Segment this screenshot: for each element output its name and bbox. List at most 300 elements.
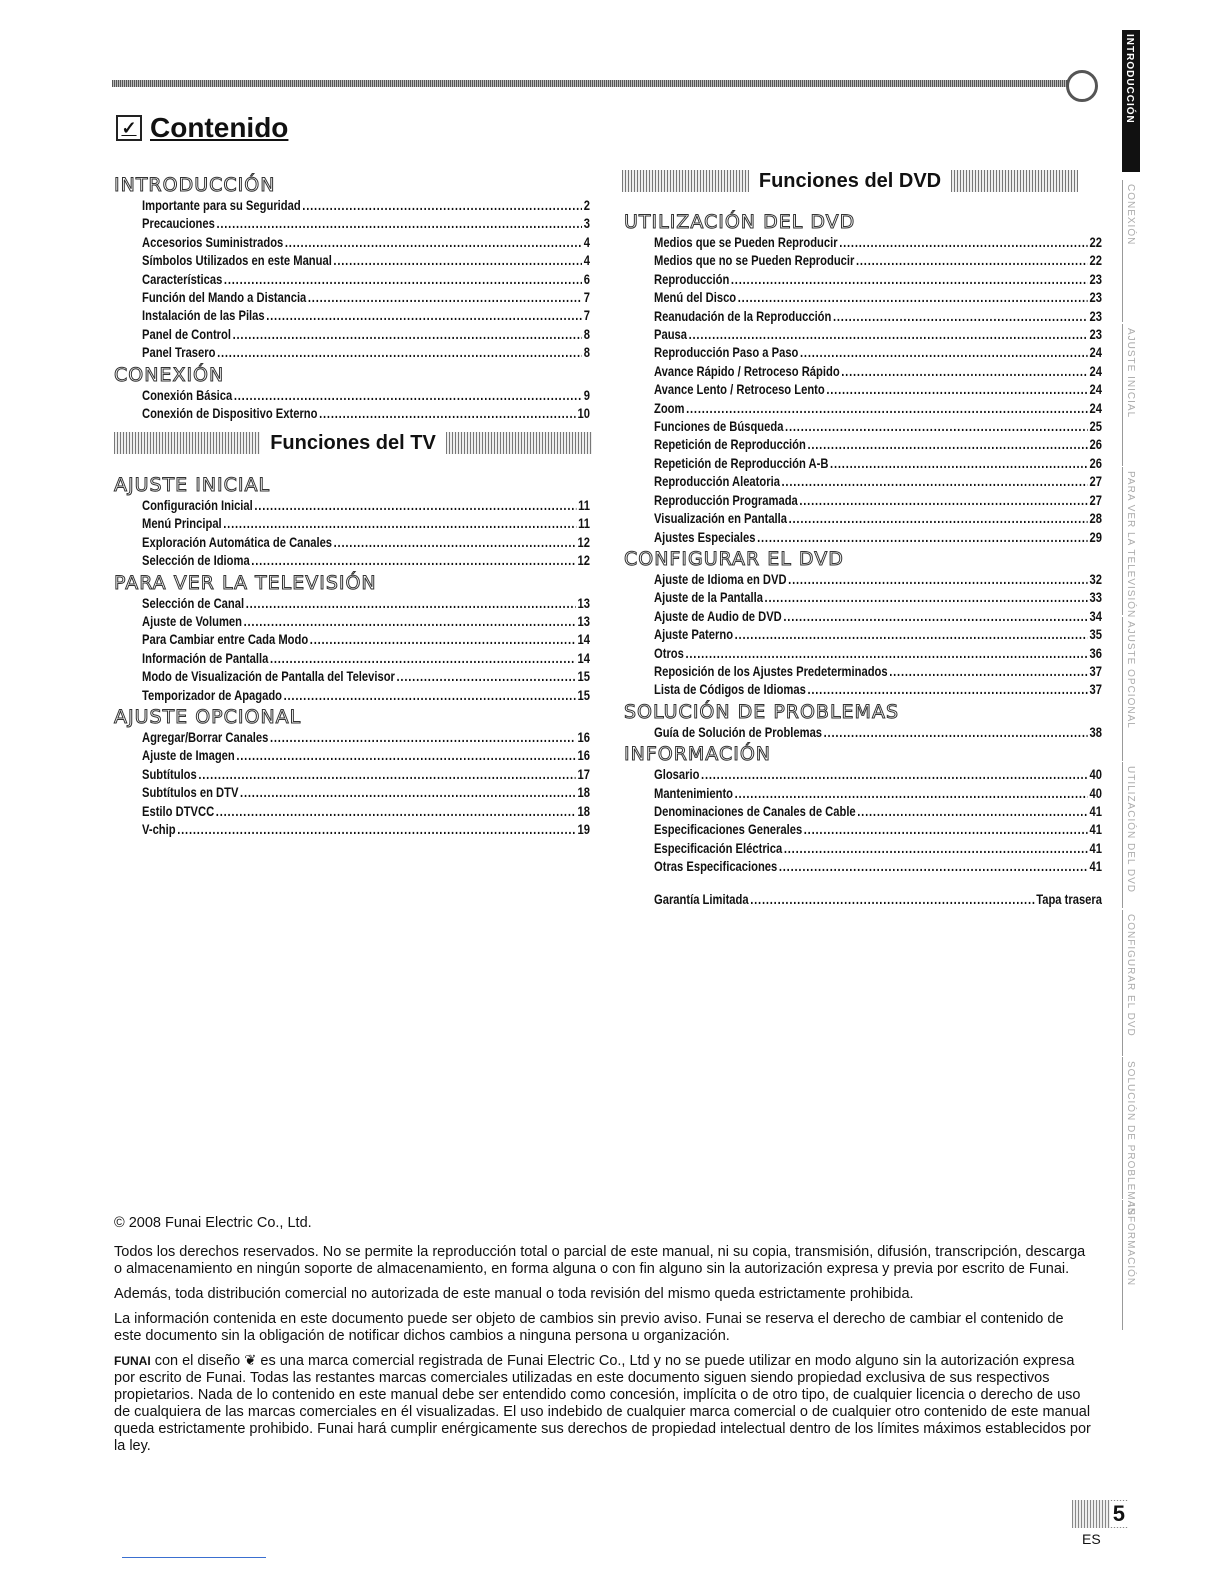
toc-leader <box>284 686 576 704</box>
toc-entry-page: 24 <box>1089 399 1102 416</box>
toc-entry-page: 41 <box>1089 839 1102 856</box>
section-tab[interactable] <box>1122 467 1141 619</box>
section-tab[interactable] <box>1122 1200 1141 1330</box>
toc-entry-label: Temporizador de Apagado <box>142 686 283 703</box>
toc-leader <box>334 533 576 551</box>
toc-entry[interactable] <box>142 233 590 251</box>
toc-entry-page: 41 <box>1089 821 1102 838</box>
toc-entry-page: 11 <box>578 515 590 532</box>
section-tab-label: CONEXIÓN <box>1125 184 1136 246</box>
toc-entry-page: 4 <box>583 252 590 269</box>
toc-leader <box>285 233 582 251</box>
toc-entry[interactable] <box>654 233 1102 251</box>
toc-entry-page: 12 <box>577 552 590 569</box>
toc-entry-label: Avance Lento / Retroceso Lento <box>654 381 825 398</box>
toc-entry[interactable] <box>654 784 1102 802</box>
toc-entry-label: Ajustes Especiales <box>654 528 756 545</box>
toc-list <box>624 570 1102 699</box>
banner-title: Funciones del DVD <box>749 170 951 193</box>
toc-entry[interactable] <box>654 343 1102 361</box>
toc-entry[interactable] <box>142 288 590 306</box>
toc-entry-label: Reproducción Programada <box>654 491 798 508</box>
toc-entry[interactable] <box>654 417 1102 435</box>
banner-stripe <box>114 432 260 454</box>
toc-entry-label: Medios que se Pueden Reproducir <box>654 234 838 250</box>
toc-leader <box>735 784 1088 802</box>
toc-entry[interactable] <box>654 662 1102 680</box>
toc-leader <box>302 196 582 214</box>
toc-entry[interactable] <box>654 251 1102 269</box>
toc-entry-page: 36 <box>1089 644 1102 661</box>
toc-leader <box>246 594 576 612</box>
toc-entry-page: 2 <box>583 197 590 213</box>
toc-list <box>114 496 590 570</box>
toc-entry[interactable] <box>142 667 590 685</box>
toc-leader <box>750 890 1034 908</box>
toc-entry-page: 27 <box>1089 491 1102 508</box>
section-tab[interactable] <box>1122 180 1141 322</box>
toc-entry-page: 41 <box>1089 858 1102 875</box>
toc-leader <box>224 270 582 288</box>
toc-leader <box>779 857 1088 875</box>
banner-stripe <box>951 170 1078 192</box>
toc-entry-page: 13 <box>577 594 590 611</box>
toc-entry-label: Menú Principal <box>142 515 222 532</box>
section-heading: INFORMACIÓN <box>624 743 771 766</box>
toc-entry-label: Panel de Control <box>142 325 231 342</box>
toc-leader <box>800 343 1088 361</box>
toc-entry[interactable] <box>654 472 1102 490</box>
toc-leader <box>244 612 576 630</box>
toc-entry[interactable] <box>142 306 590 324</box>
toc-entry-label: Importante para su Seguridad <box>142 197 301 213</box>
section-tab[interactable] <box>1122 762 1141 908</box>
section-tab-label: AJUSTE OPCIONAL <box>1125 621 1136 729</box>
section-heading: INTRODUCCIÓN <box>114 174 276 196</box>
legal-paragraph-1: Todos los derechos reservados. No se permite la reproducción total o parcial de este manual, ni su copia, transmisión, difusión, transcripción, descarga o almacenamiento en ningún soporte de almacenamiento, en forma alguna o con fin alguno sin la autorización expresa y previa por escrito de Funai. <box>114 1244 1086 1277</box>
toc-entry-label: Especificación Eléctrica <box>654 839 783 856</box>
toc-entry[interactable] <box>142 649 590 667</box>
toc-leader <box>233 325 583 343</box>
toc-entry-page: 10 <box>577 405 590 422</box>
toc-entry-page: 11 <box>578 497 590 513</box>
section-heading: AJUSTE OPCIONAL <box>114 706 302 729</box>
toc-entry[interactable] <box>142 686 590 704</box>
page-title-text: Contenido <box>150 112 289 143</box>
toc-entry[interactable] <box>654 839 1102 857</box>
toc-entry-page: 37 <box>1089 662 1102 679</box>
legal-paragraph-2: Además, toda distribución comercial no autorizada de este manual o toda revisión del mismo queda estrictamente prohibida. <box>114 1286 914 1302</box>
toc-entry[interactable] <box>654 680 1102 698</box>
toc-entry-page: 18 <box>577 802 590 819</box>
toc-entry[interactable] <box>142 551 590 569</box>
toc-entry-label: Guía de Solución de Problemas <box>654 723 823 740</box>
toc-list <box>114 386 590 423</box>
toc-entry-page: 23 <box>1089 307 1102 324</box>
page-number-badge <box>1072 1500 1128 1528</box>
toc-entry-label: Selección de Canal <box>142 594 245 611</box>
toc-leader <box>788 570 1088 588</box>
toc-leader <box>216 802 576 820</box>
toc-list <box>114 196 590 362</box>
toc-entry-label: Selección de Idioma <box>142 552 250 569</box>
toc-entry-page: 26 <box>1089 454 1102 471</box>
toc-entry[interactable] <box>654 435 1102 453</box>
toc-entry-label: Función del Mando a Distancia <box>142 289 307 306</box>
toc-entry-label: Información de Pantalla <box>142 649 269 666</box>
toc-leader <box>685 644 1087 662</box>
language-code: ES <box>1082 1531 1101 1547</box>
section-tab-label: CONFIGURAR EL DVD <box>1125 914 1136 1037</box>
toc-leader <box>198 765 576 783</box>
toc-entry-label: Ajuste de la Pantalla <box>654 589 763 606</box>
toc-entry[interactable] <box>654 588 1102 606</box>
toc-entry[interactable] <box>654 802 1102 820</box>
toc-leader <box>783 607 1088 625</box>
toc-entry-page: 16 <box>577 729 590 746</box>
toc-leader <box>807 435 1087 453</box>
toc-entry-page: 7 <box>583 307 590 324</box>
toc-leader <box>841 362 1088 380</box>
toc-entry-page: 9 <box>583 386 590 403</box>
toc-entry-label: Precauciones <box>142 215 215 232</box>
copyright: © 2008 Funai Electric Co., Ltd. <box>114 1215 312 1231</box>
toc-entry[interactable] <box>142 270 590 288</box>
toc-leader <box>217 343 582 361</box>
toc-entry-label: Reposición de los Ajustes Predeterminados <box>654 662 888 679</box>
toc-entry-page: 14 <box>577 649 590 666</box>
toc-entry[interactable] <box>142 343 590 361</box>
toc-entry-label: Ajuste de Volumen <box>142 613 242 630</box>
toc-leader <box>177 820 576 838</box>
toc-entry-page: 23 <box>1089 326 1102 343</box>
toc-entry[interactable] <box>654 570 1102 588</box>
toc-entry-page: 32 <box>1089 570 1102 587</box>
toc-entry-label: Funciones de Búsqueda <box>654 418 784 435</box>
section-heading: CONFIGURAR EL DVD <box>624 547 844 570</box>
toc-entry[interactable] <box>142 214 590 232</box>
toc-entry-label: Subtítulos <box>142 765 197 782</box>
toc-entry-page: 6 <box>583 270 590 287</box>
tv-functions-banner <box>114 430 592 456</box>
toc-entry-label: Otros <box>654 644 684 661</box>
toc-entry-label: Ajuste de Idioma en DVD <box>654 570 787 587</box>
toc-leader <box>826 380 1088 398</box>
toc-leader <box>889 662 1088 680</box>
toc-entry-page: 16 <box>577 747 590 764</box>
toc-entry[interactable] <box>142 630 590 648</box>
toc-entry[interactable] <box>142 514 590 532</box>
toc-leader <box>785 417 1088 435</box>
toc-entry-label: Panel Trasero <box>142 344 216 361</box>
toc-entry[interactable] <box>142 386 590 404</box>
toc-leader <box>251 551 576 569</box>
section-tab-label: INFORMACIÓN <box>1125 1204 1136 1287</box>
toc-entry-label: Exploración Automática de Canales <box>142 533 333 550</box>
toc-entry-page: 35 <box>1089 626 1102 643</box>
section-tab-label: AJUSTE INICIAL <box>1125 328 1136 419</box>
toc-entry-label: Estilo DTVCC <box>142 802 215 819</box>
toc-leader <box>319 404 576 422</box>
toc-entry-page: 26 <box>1089 436 1102 453</box>
toc-leader <box>735 625 1088 643</box>
toc-entry-label: Reproducción Aleatoria <box>654 473 780 490</box>
toc-leader <box>799 491 1088 509</box>
toc-entry-page: 14 <box>577 631 590 648</box>
toc-leader <box>397 667 576 685</box>
toc-entry-label: Para Cambiar entre Cada Modo <box>142 631 309 648</box>
toc-entry[interactable] <box>654 820 1102 838</box>
section-tab-label: PARA VER LA TELEVISIÓN <box>1125 471 1136 619</box>
toc-entry[interactable] <box>654 270 1102 288</box>
toc-entry-label: Ajuste de Imagen <box>142 747 235 764</box>
toc-leader <box>738 288 1088 306</box>
toc-entry-page: 3 <box>583 215 590 232</box>
toc-entry-page: Tapa trasera <box>1036 890 1102 907</box>
toc-entry-page: 15 <box>577 686 590 703</box>
toc-leader <box>804 820 1088 838</box>
toc-leader <box>789 509 1088 527</box>
toc-leader <box>782 472 1088 490</box>
toc-entry-page: 27 <box>1089 473 1102 490</box>
toc-leader <box>254 496 576 514</box>
legal-text: con el diseño <box>154 1353 241 1369</box>
toc-entry[interactable] <box>142 783 590 801</box>
toc-entry[interactable] <box>654 288 1102 306</box>
toc-entry[interactable] <box>142 325 590 343</box>
toc-leader <box>689 325 1088 343</box>
toc-leader <box>731 270 1088 288</box>
section-heading: CONEXIÓN <box>114 363 225 386</box>
section-tab[interactable] <box>1122 1057 1141 1216</box>
toc-entry[interactable] <box>654 528 1102 546</box>
page-title <box>116 112 288 144</box>
toc-leader <box>223 514 576 532</box>
toc-entry-page: 24 <box>1089 344 1102 361</box>
toc-entry-label: Lista de Códigos de Idiomas <box>654 681 806 698</box>
checkbox-icon: ✓ <box>116 115 142 141</box>
banner-stripe <box>446 432 592 454</box>
toc-leader <box>216 214 582 232</box>
toc-entry-label: Reproducción <box>654 270 730 287</box>
toc-entry-page: 17 <box>577 765 590 782</box>
legal-paragraph-3: La información contenida en este documento puede ser objeto de cambios sin previo aviso. Funai se reserva el derecho de cambiar el contenido de este documento sin la obligación de notificar dichos cambios a ninguna persona u organización. <box>114 1311 1064 1344</box>
toc-entry-page: 40 <box>1089 784 1102 801</box>
legal-text: es una marca comercial registrada de Funai Electric Co., Ltd y no se puede utilizar en modo alguno sin la autorización expresa por escrito de Funai. Todas las restantes marcas comerciales utilizadas en este documento siguen siendo propiedad exclusiva de sus respectivos propietarios. Nada de lo contenido en este manual debe ser entendido como concesión, implícita o de otro tipo, de cualquier licencia o derecho de uso de cualquiera de las marcas comerciales en él visualizadas. El uso indebido de cualquier marca comercial o de cualquier otro contenido de este manual queda estrictamente prohibido. Funai hará cumplir enérgicamente sus derechos de propiedad intelectual dentro de los límites máximos establecidos por la ley. <box>114 1353 1091 1454</box>
toc-entry-label: Avance Rápido / Retroceso Rápido <box>654 362 840 379</box>
toc-entry-label: Medios que no se Pueden Reproducir <box>654 252 855 269</box>
toc-entry-label: Instalación de las Pilas <box>142 307 265 324</box>
toc-entry[interactable] <box>142 728 590 746</box>
toc-entry-label: Denominaciones de Canales de Cable <box>654 802 856 819</box>
toc-entry-label: Subtítulos en DTV <box>142 784 239 801</box>
section-tab-label: UTILIZACIÓN DEL DVD <box>1125 766 1136 893</box>
header-rule <box>112 80 1072 87</box>
toc-entry-page: 29 <box>1089 528 1102 545</box>
toc-entry-label: Accesorios Suministrados <box>142 233 284 250</box>
toc-entry-label: Visualización en Pantalla <box>654 510 787 527</box>
toc-entry-label: Ajuste de Audio de DVD <box>654 607 782 624</box>
toc-leader <box>833 307 1088 325</box>
toc-entry-label: Zoom <box>654 399 685 416</box>
toc-entry[interactable] <box>654 307 1102 325</box>
toc-entry-page: 8 <box>583 325 590 342</box>
toc-entry-page: 19 <box>577 821 590 838</box>
toc-entry-label: Repetición de Reproducción A-B <box>654 454 829 471</box>
toc-list <box>114 594 590 704</box>
toc-entry[interactable] <box>142 404 590 422</box>
toc-entry-label: Modo de Visualización de Pantalla del Televisor <box>142 668 395 685</box>
toc-leader <box>830 454 1088 472</box>
toc-entry[interactable] <box>654 399 1102 417</box>
toc-list <box>624 723 1102 741</box>
toc-leader <box>234 386 582 404</box>
toc-entry-page: 25 <box>1089 418 1102 435</box>
toc-entry-page: 24 <box>1089 381 1102 398</box>
toc-entry[interactable] <box>654 625 1102 643</box>
toc-entry-page: 28 <box>1089 510 1102 527</box>
dvd-functions-banner <box>622 168 1078 194</box>
section-heading: SOLUCIÓN DE PROBLEMAS <box>624 700 900 723</box>
toc-entry-label: Garantía Limitada <box>654 890 749 907</box>
funai-brand: FUNAI <box>114 1354 151 1368</box>
toc-entry-page: 23 <box>1089 270 1102 287</box>
toc-entry[interactable] <box>654 607 1102 625</box>
toc-entry-page: 37 <box>1089 681 1102 698</box>
section-tab[interactable] <box>1122 910 1141 1056</box>
toc-left-column <box>114 172 590 422</box>
toc-leader <box>765 588 1088 606</box>
toc-entry-warranty[interactable] <box>654 890 1102 908</box>
toc-entry[interactable] <box>142 746 590 764</box>
toc-entry-label: Glosario <box>654 766 700 783</box>
toc-entry-label: Configuración Inicial <box>142 497 253 513</box>
toc-entry-label: Características <box>142 270 223 287</box>
toc-entry[interactable] <box>142 533 590 551</box>
toc-entry-label: Pausa <box>654 326 687 343</box>
toc-entry[interactable] <box>654 644 1102 662</box>
toc-entry[interactable] <box>142 496 590 514</box>
funai-logo-icon: ❦ <box>244 1353 257 1369</box>
toc-entry[interactable] <box>142 196 590 214</box>
toc-entry-page: 34 <box>1089 607 1102 624</box>
toc-entry-label: Mantenimiento <box>654 784 734 801</box>
toc-leader <box>856 251 1088 269</box>
section-tab[interactable] <box>1122 617 1141 761</box>
toc-entry-page: 33 <box>1089 589 1102 606</box>
toc-entry[interactable] <box>142 612 590 630</box>
header-circle <box>1066 70 1098 102</box>
toc-leader <box>266 306 582 324</box>
toc-entry-label: V-chip <box>142 821 176 838</box>
toc-leader <box>807 680 1087 698</box>
toc-entry[interactable] <box>142 765 590 783</box>
toc-entry[interactable] <box>142 251 590 269</box>
toc-list <box>114 728 590 838</box>
banner-stripe <box>622 170 749 192</box>
toc-entry-page: 41 <box>1089 802 1102 819</box>
toc-entry[interactable] <box>142 802 590 820</box>
toc-entry[interactable] <box>654 491 1102 509</box>
section-tab-label: INTRODUCCIÓN <box>1124 34 1135 124</box>
toc-entry[interactable] <box>654 454 1102 472</box>
toc-entry-page: 23 <box>1089 289 1102 306</box>
toc-entry-page: 38 <box>1089 723 1102 740</box>
toc-leader <box>686 399 1088 417</box>
toc-leader <box>839 233 1088 251</box>
toc-leader <box>757 528 1088 546</box>
toc-entry[interactable] <box>142 820 590 838</box>
toc-entry[interactable] <box>654 723 1102 741</box>
toc-entry-page: 40 <box>1089 766 1102 783</box>
toc-leader <box>784 839 1088 857</box>
toc-entry[interactable] <box>654 325 1102 343</box>
toc-right-column <box>624 209 1102 908</box>
toc-entry-page: 7 <box>583 289 590 306</box>
toc-leader <box>857 802 1088 820</box>
toc-entry-label: Menú del Disco <box>654 289 737 306</box>
toc-leader <box>310 630 576 648</box>
section-tab-label: SOLUCIÓN DE PROBLEMAS <box>1125 1061 1136 1216</box>
toc-entry[interactable] <box>654 509 1102 527</box>
page-number: 5 <box>1110 1501 1128 1527</box>
toc-entry-page: 12 <box>577 533 590 550</box>
toc-leader <box>240 783 576 801</box>
toc-leader <box>270 728 576 746</box>
section-tab[interactable] <box>1122 324 1141 466</box>
toc-entry-page: 22 <box>1089 234 1102 250</box>
legal-paragraph-4 <box>114 1353 1094 1455</box>
toc-entry-label: Repetición de Reproducción <box>654 436 806 453</box>
toc-entry-label: Símbolos Utilizados en este Manual <box>142 252 332 269</box>
bottom-rule <box>122 1557 266 1558</box>
toc-entry-label: Conexión Básica <box>142 386 233 403</box>
toc-left-column-tv <box>114 472 590 839</box>
toc-entry-page: 4 <box>583 233 590 250</box>
toc-leader <box>333 251 582 269</box>
legal-notice <box>114 1215 1094 1463</box>
toc-entry-page: 24 <box>1089 362 1102 379</box>
toc-leader <box>824 723 1088 741</box>
toc-list <box>624 233 1102 546</box>
toc-list <box>624 765 1102 875</box>
toc-leader <box>270 649 576 667</box>
toc-entry-page: 22 <box>1089 252 1102 269</box>
toc-entry-label: Agregar/Borrar Canales <box>142 729 269 746</box>
toc-entry-label: Especificaciones Generales <box>654 821 803 838</box>
section-heading: UTILIZACIÓN DEL DVD <box>624 211 856 233</box>
toc-entry[interactable] <box>654 380 1102 398</box>
toc-leader <box>308 288 582 306</box>
banner-title: Funciones del TV <box>260 432 446 455</box>
toc-entry-label: Ajuste Paterno <box>654 626 734 643</box>
toc-entry[interactable] <box>654 765 1102 783</box>
toc-entry-label: Reproducción Paso a Paso <box>654 344 799 361</box>
toc-entry[interactable] <box>142 594 590 612</box>
toc-entry-page: 18 <box>577 784 590 801</box>
toc-entry[interactable] <box>654 857 1102 875</box>
toc-entry-page: 13 <box>577 613 590 630</box>
toc-entry-label: Conexión de Dispositivo Externo <box>142 405 318 422</box>
toc-entry-page: 15 <box>577 668 590 685</box>
toc-entry[interactable] <box>654 362 1102 380</box>
section-heading: AJUSTE INICIAL <box>114 474 271 496</box>
toc-entry-label: Reanudación de la Reproducción <box>654 307 832 324</box>
section-heading: PARA VER LA TELEVISIÓN <box>114 571 377 594</box>
toc-leader <box>701 765 1088 783</box>
toc-leader <box>236 746 576 764</box>
section-tab[interactable] <box>1122 30 1140 172</box>
